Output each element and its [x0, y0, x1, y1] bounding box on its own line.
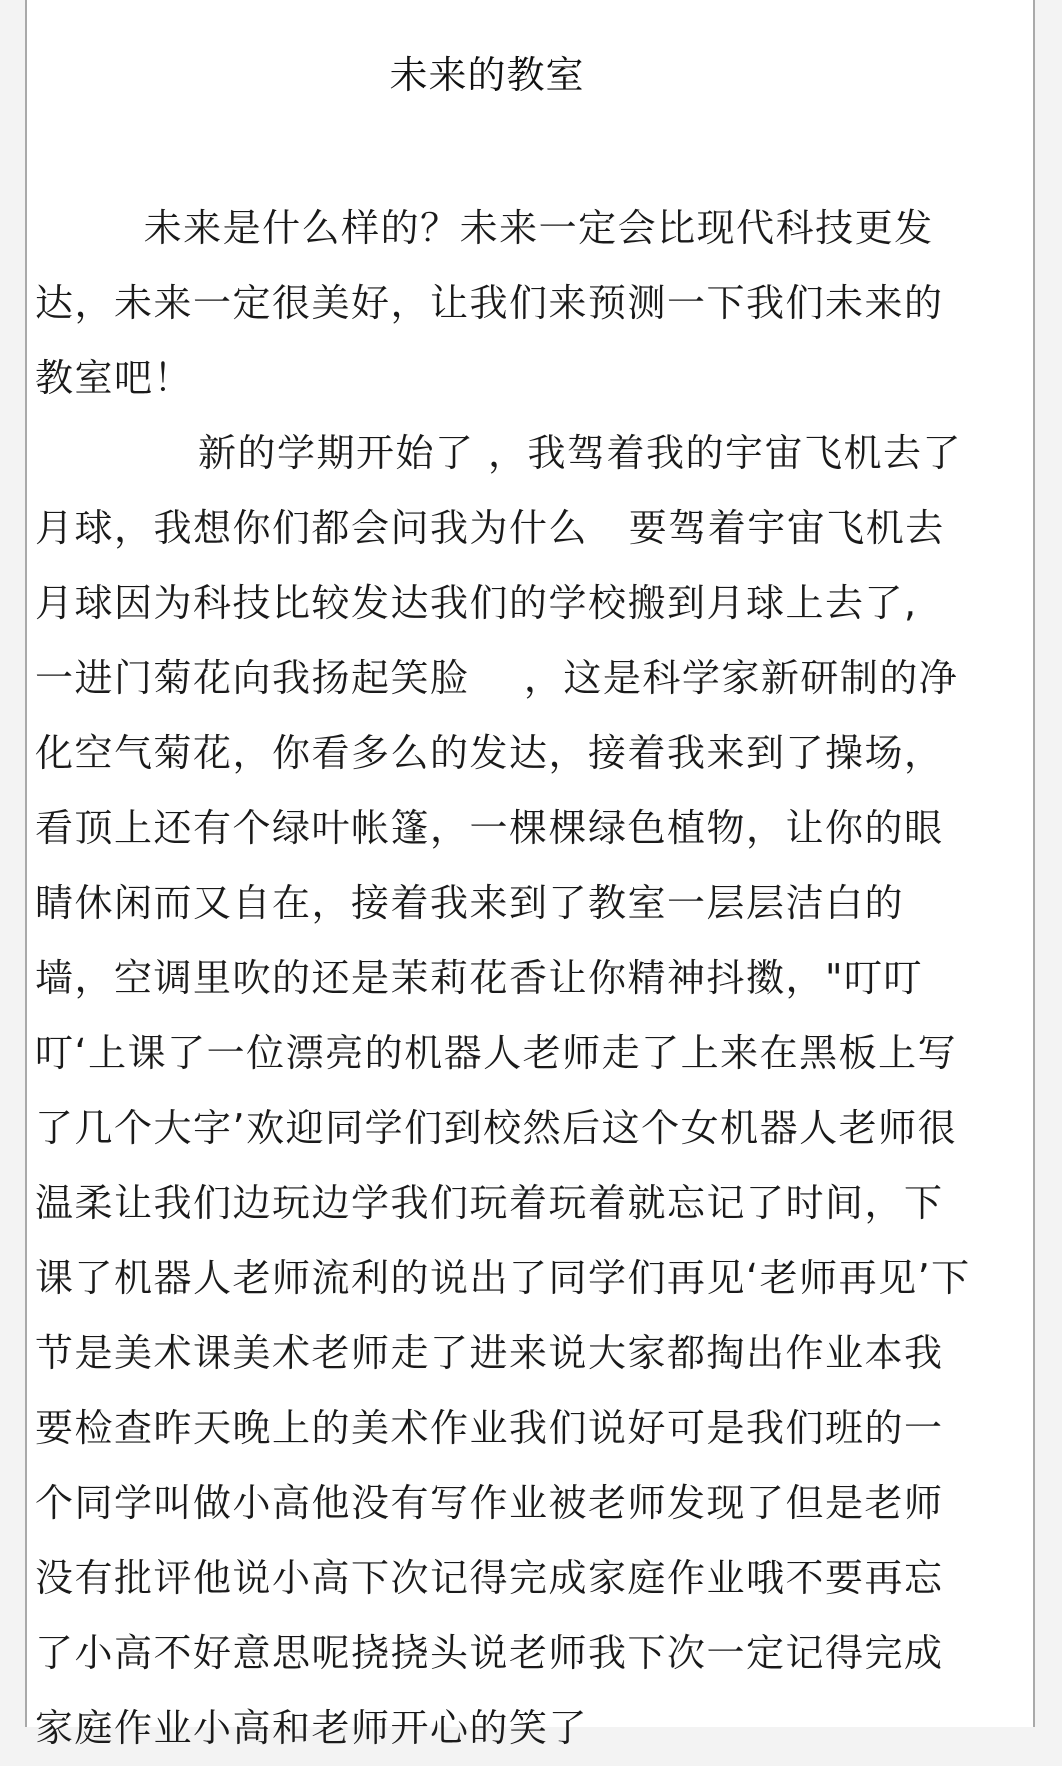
paragraph-line: 化空气菊花，你看多么的发达，接着我来到了操场，: [35, 731, 944, 775]
paragraph-line: 节是美术课美术老师走了进来说大家都掏出作业本我: [35, 1331, 944, 1375]
paragraph-line: 看顶上还有个绿叶帐篷，一棵棵绿色植物，让你的眼: [35, 806, 944, 850]
paragraph-line: 月球因为科技比较发达我们的学校搬到月球上去了,: [35, 581, 918, 625]
paragraph-line: 教室吧！: [35, 356, 194, 400]
paragraph-line: 月球，我想你们都会问我为什么 要驾着宇宙飞机去: [35, 506, 945, 550]
paragraph-line: 要检查昨天晚上的美术作业我们说好可是我们班的一: [35, 1406, 944, 1450]
paragraph-line: 没有批评他说小高下次记得完成家庭作业哦不要再忘: [35, 1556, 944, 1600]
paragraph-line: 未来是什么样的？未来一定会比现代科技更发: [35, 206, 934, 250]
paragraph-line: 墙，空调里吹的还是茉莉花香让你精神抖擞，"叮叮: [35, 956, 923, 1000]
document-body: [35, 191, 1030, 1766]
paragraph-line: 了小高不好意思呢挠挠头说老师我下次一定记得完成: [35, 1631, 944, 1675]
paragraph-line: 新的学期开始了 ，我驾着我的宇宙飞机去了: [35, 431, 963, 475]
paragraph-line: 睛休闲而又自在，接着我来到了教室一层层洁白的: [35, 881, 905, 925]
paragraph-line: 温柔让我们边玩边学我们玩着玩着就忘记了时间，下: [35, 1181, 944, 1225]
paragraph-line: 了几个大字’欢迎同学们到校然后这个女机器人老师很: [35, 1106, 958, 1150]
document-title: 未来的教室: [389, 53, 585, 97]
paragraph-line: 一进门菊花向我扬起笑脸 ，这是科学家新研制的净: [35, 656, 959, 700]
paragraph-line: 个同学叫做小高他没有写作业被老师发现了但是老师: [35, 1481, 944, 1525]
paragraph-line: 叮‘上课了一位漂亮的机器人老师走了上来在黑板上写: [35, 1031, 958, 1075]
paragraph-line: 课了机器人老师流利的说出了同学们再见‘老师再见’下: [35, 1256, 971, 1300]
paragraph-line: 达，未来一定很美好，让我们来预测一下我们未来的: [35, 281, 944, 325]
paragraph-line: 家庭作业小高和老师开心的笑了: [35, 1706, 589, 1750]
document-page[interactable]: [25, 0, 1035, 1750]
